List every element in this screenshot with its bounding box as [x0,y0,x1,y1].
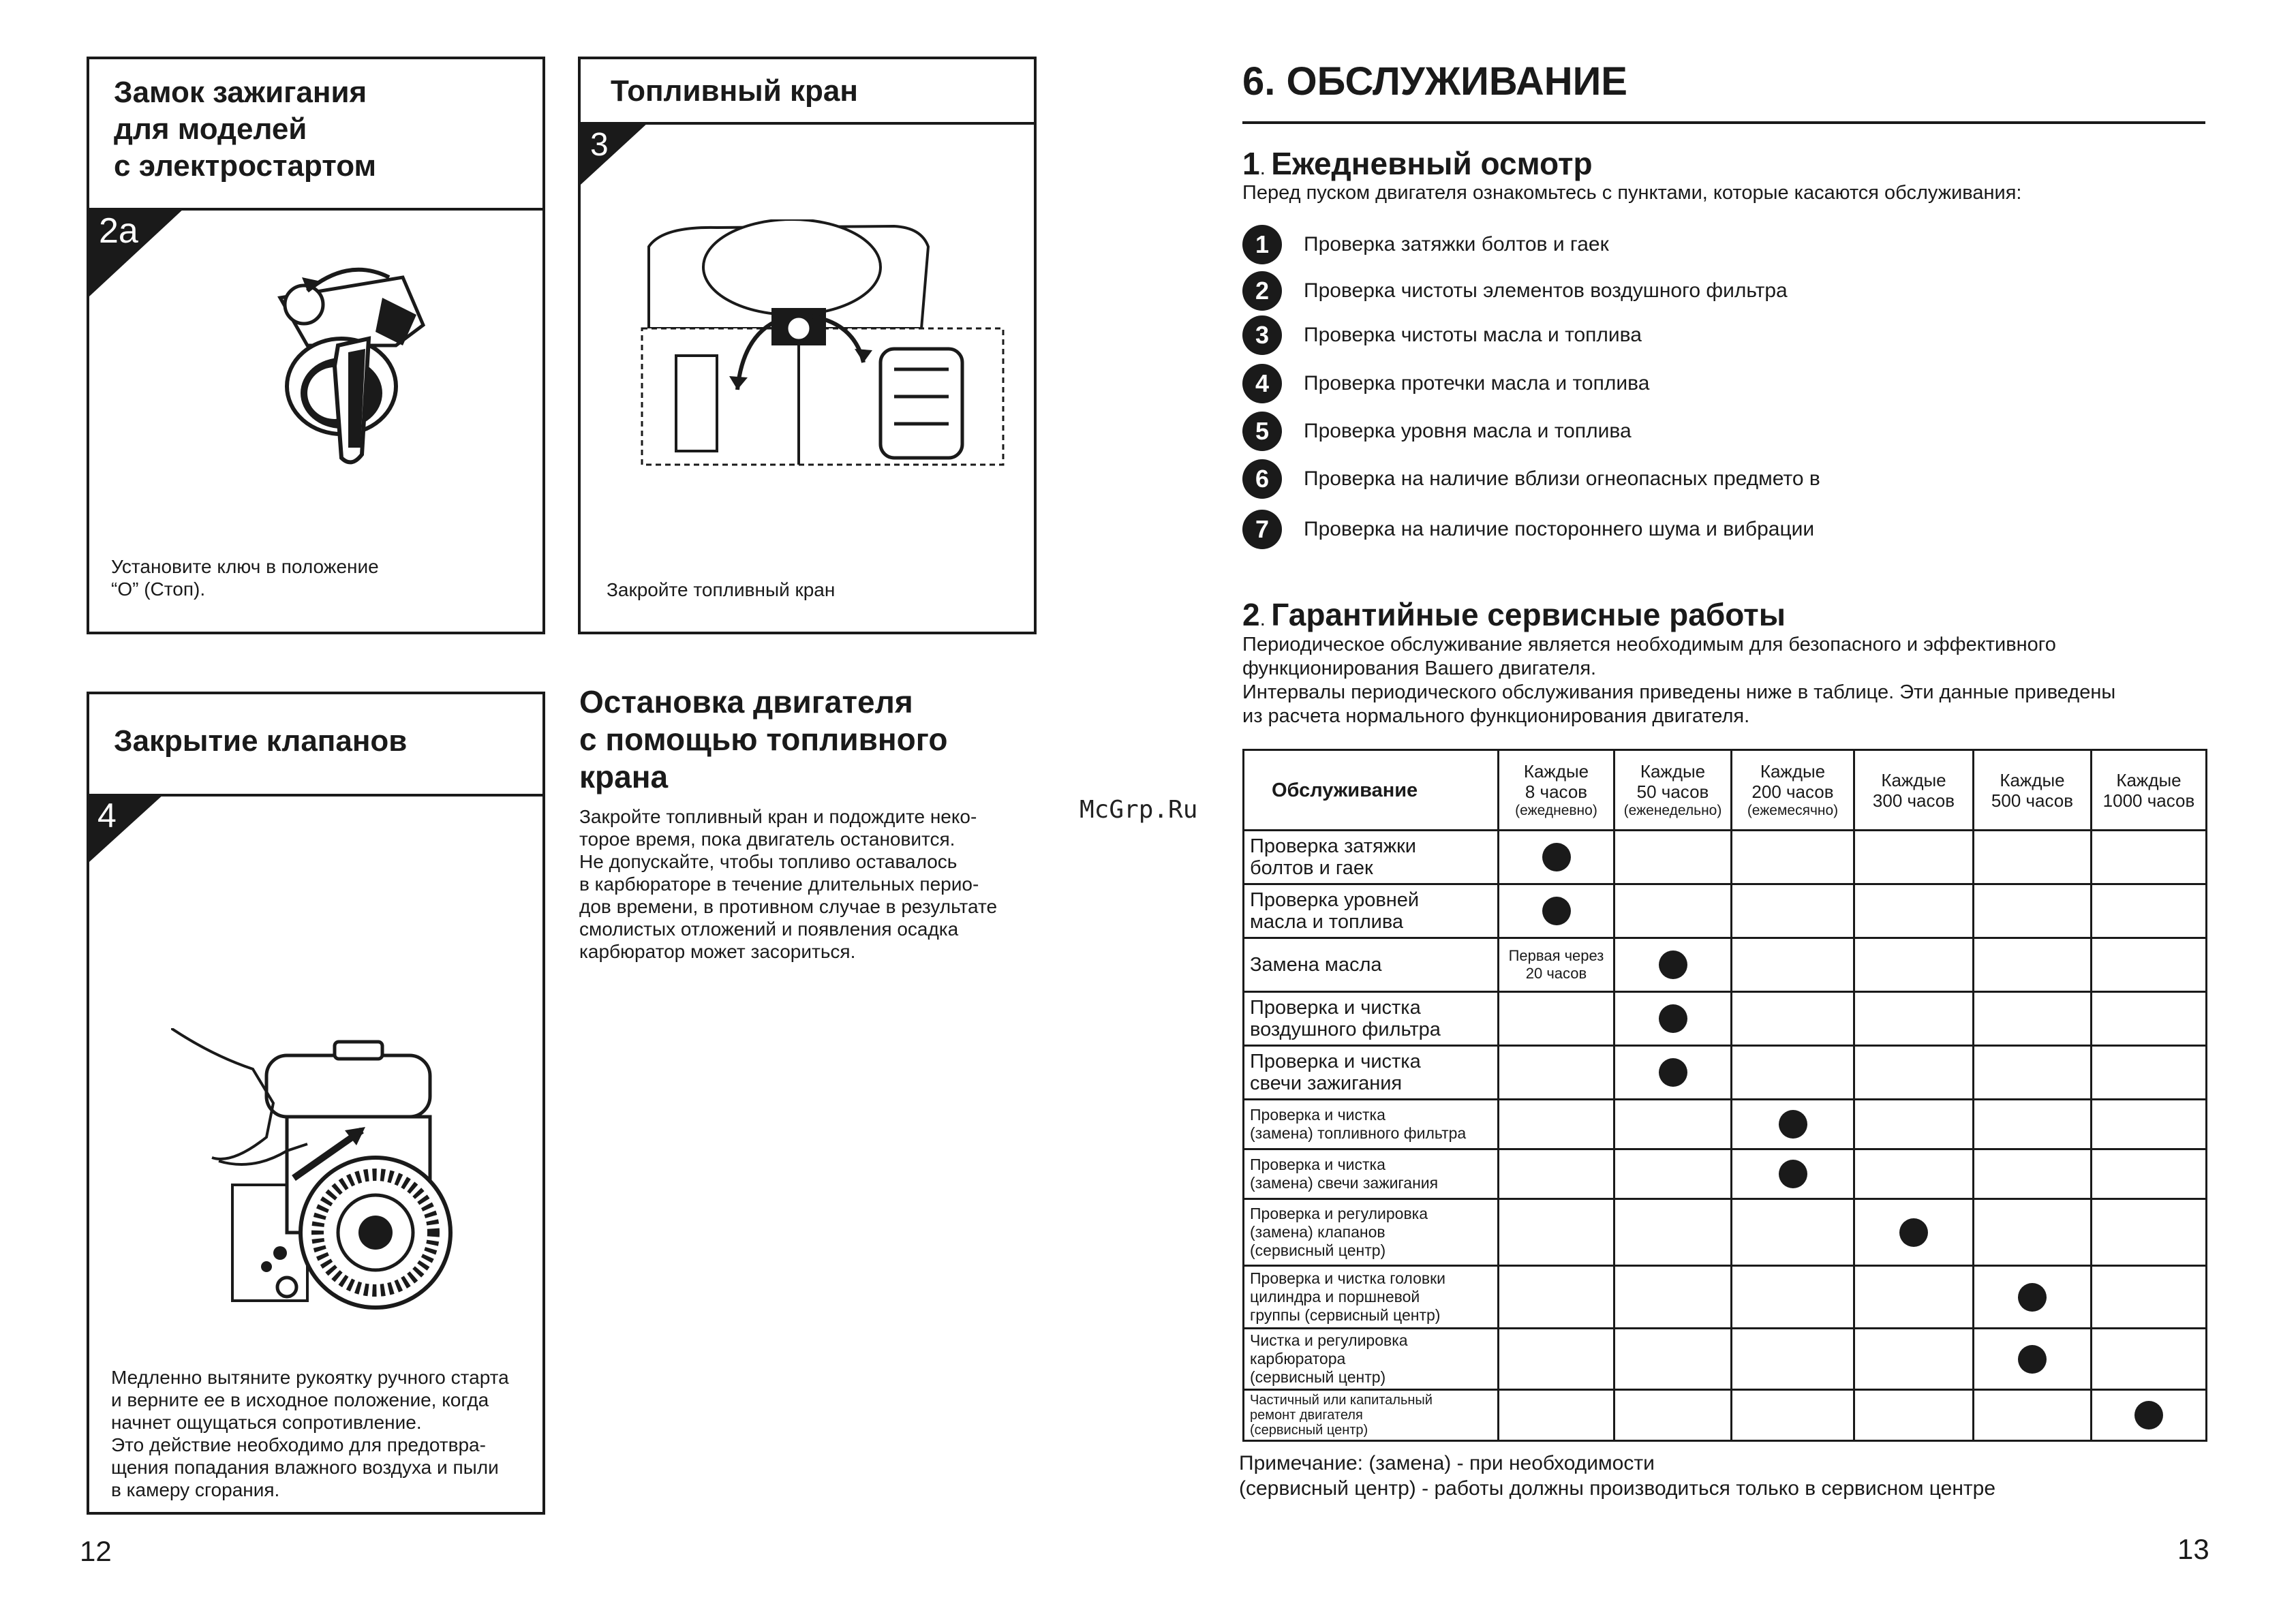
table-row [1244,1390,2207,1441]
cell-note: Первая через 20 часов [1508,947,1604,982]
checklist-text: Проверка на наличие вблизи огнеопасных предмето в [1304,467,1820,490]
checklist-text: Проверка чистоты элементов воздушного фильтра [1304,279,1788,302]
schedule-cell [1499,831,1614,884]
service-name: Чистка и регулировка карбюратора (сервисный центр) [1244,1329,1499,1390]
service-name: Проверка и чистка свечи зажигания [1244,1046,1499,1100]
schedule-cell [1614,1329,1732,1390]
schedule-cell [1854,1329,1974,1390]
filled-dot-icon [1659,1058,1687,1087]
schedule-cell [1732,1046,1854,1100]
schedule-cell [1732,1329,1854,1390]
schedule-cell [2092,1329,2207,1390]
checklist-text: Проверка затяжки болтов и гаек [1304,233,1609,256]
schedule-cell [2092,1149,2207,1199]
schedule-cell [1614,1046,1732,1100]
table-row [1244,1100,2207,1149]
table-row [1244,938,2207,992]
section-title: Гарантийные сервисные работы [1271,597,1786,632]
panel-title: Топливный кран [611,74,858,108]
schedule-cell [2092,1046,2207,1100]
schedule-cell [2092,1266,2207,1329]
checklist-item [1242,225,1609,264]
filled-dot-icon [1542,843,1571,871]
schedule-cell [1974,1046,2092,1100]
filled-dot-icon [2018,1345,2047,1374]
schedule-cell [1614,831,1732,884]
header-interval: Каждые 50 часов (еженедельно) [1614,750,1732,831]
schedule-cell [2092,938,2207,992]
schedule-cell [1499,884,1614,938]
header-interval: Каждые 1000 часов [2092,750,2207,831]
page-number: 12 [80,1535,112,1567]
header-interval: Каждые 500 часов [1974,750,2092,831]
table-row [1244,1329,2207,1390]
table-row [1244,1046,2207,1100]
title-rule [1242,121,2205,124]
schedule-cell [1974,1149,2092,1199]
schedule-cell [1854,1266,1974,1329]
schedule-cell [1854,1199,1974,1266]
schedule-cell [1499,1046,1614,1100]
schedule-cell [2092,1390,2207,1441]
service-name: Проверка и чистка головки цилиндра и поршневой группы (сервисный центр) [1244,1266,1499,1329]
schedule-cell [1614,1149,1732,1199]
schedule-cell [1499,1100,1614,1149]
panel-header [581,59,1034,125]
schedule-cell [2092,992,2207,1046]
checklist-text: Проверка уровня масла и топлива [1304,420,1632,442]
filled-dot-icon [1899,1218,1928,1247]
schedule-cell [1499,938,1614,992]
schedule-cell [1974,1329,2092,1390]
service-name: Проверка и регулировка (замена) клапанов (сервисный центр) [1244,1199,1499,1266]
schedule-cell [1499,1199,1614,1266]
table-row [1244,992,2207,1046]
daily-intro: Перед пуском двигателя ознакомьтесь с пунктами, которые касаются обслуживания: [1242,182,2022,204]
service-name: Частичный или капитальный ремонт двигателя (сервисный центр) [1244,1390,1499,1441]
number-badge: 6 [1242,459,1282,499]
filled-dot-icon [1659,950,1687,979]
service-name: Проверка и чистка воздушного фильтра [1244,992,1499,1046]
schedule-cell [1854,1390,1974,1441]
table-row [1244,1149,2207,1199]
service-name: Проверка уровней масла и топлива [1244,884,1499,938]
schedule-cell [1974,1266,2092,1329]
service-name: Проверка затяжки болтов и гаек [1244,831,1499,884]
schedule-cell [1499,1149,1614,1199]
panel-header [89,694,542,797]
panel-header [89,59,542,211]
panel-caption: Закройте топливный кран [607,579,836,600]
panel-ignition-lock [87,57,545,634]
step-number: 4 [97,797,117,835]
schedule-cell [1614,992,1732,1046]
schedule-cell [1732,1390,1854,1441]
checklist-item [1242,315,1642,355]
schedule-cell [1614,1199,1732,1266]
number-badge: 1 [1242,225,1282,264]
schedule-cell [2092,1199,2207,1266]
schedule-cell [1732,884,1854,938]
filled-dot-icon [1779,1160,1807,1188]
header-interval: Каждые 8 часов (ежедневно) [1499,750,1614,831]
schedule-cell [1974,884,2092,938]
schedule-cell [1499,992,1614,1046]
schedule-cell [2092,1100,2207,1149]
schedule-cell [1974,1199,2092,1266]
schedule-cell [1499,1266,1614,1329]
schedule-cell [1854,1149,1974,1199]
watermark: McGrp.Ru [1080,796,1198,824]
schedule-cell [1499,1329,1614,1390]
panel-caption: Медленно вытяните рукоятку ручного старта и верните ее в исходное положение, когда начнет ощущаться сопротивление. Это действие необходимо для предотвра- щения попадания влажного воздуха и пыли в камеру сгорания. [111,1367,509,1500]
service-name: Проверка и чистка (замена) свечи зажигания [1244,1149,1499,1199]
number-badge: 3 [1242,315,1282,355]
section-heading: 2. Гарантийные сервисные работы [1242,597,1786,632]
schedule-cell [1614,1266,1732,1329]
section-number: 1 [1242,146,1260,181]
maintenance-schedule-table [1242,749,2207,1442]
panel-title: Закрытие клапанов [114,724,408,758]
schedule-cell [1854,938,1974,992]
checklist-item [1242,510,1814,549]
schedule-cell [1732,992,1854,1046]
schedule-cell [1614,1100,1732,1149]
number-badge: 2 [1242,271,1282,311]
schedule-cell [1974,831,2092,884]
section-number: 2 [1242,597,1260,632]
ignition-key-illustration [266,250,430,509]
fuel-valve-illustration [635,219,1017,472]
checklist-item [1242,271,1788,311]
number-badge: 4 [1242,364,1282,403]
panel-fuel-valve [578,57,1037,634]
page-number: 13 [2177,1533,2209,1565]
section-heading: 1. Ежедневный осмотр [1242,146,1593,181]
schedule-cell [2092,884,2207,938]
section-title: Ежедневный осмотр [1271,146,1593,181]
warranty-text: Периодическое обслуживание является необходимым для безопасного и эффективного функционирования Вашего двигателя. Интервалы периодического обслуживания приведены ниже в таблице. Эти данные приведены из расчета нормального функционирования двигателя. [1242,634,2116,727]
schedule-cell [1614,884,1732,938]
schedule-cell [1614,938,1732,992]
schedule-cell [1854,1046,1974,1100]
schedule-cell [1854,1100,1974,1149]
number-badge: 5 [1242,412,1282,451]
filled-dot-icon [1779,1110,1807,1139]
schedule-cell [1732,831,1854,884]
schedule-cell [2092,831,2207,884]
schedule-cell [1732,1266,1854,1329]
schedule-cell [1732,1100,1854,1149]
schedule-cell [1974,992,2092,1046]
table-note: (сервисный центр) - работы должны производиться только в сервисном центре [1239,1477,1995,1500]
filled-dot-icon [1659,1004,1687,1033]
checklist-item [1242,412,1632,451]
table-row [1244,1199,2207,1266]
panel-caption: Установите ключ в положение “О” (Стоп). [111,556,379,600]
schedule-cell [1854,884,1974,938]
schedule-cell [1974,938,2092,992]
header-service: Обслуживание [1244,750,1499,831]
checklist-item [1242,459,1820,499]
page-title: 6. ОБСЛУЖИВАНИЕ [1242,59,1627,104]
table-note: Примечание: (замена) - при необходимости [1239,1452,1655,1474]
table-header-row [1244,750,2207,831]
table-row [1244,831,2207,884]
recoil-starter-illustration [171,1028,471,1314]
panel-close-valves [87,692,545,1515]
table-row [1244,884,2207,938]
section-title: Остановка двигателя с помощью топливного крана [579,684,948,794]
checklist-text: Проверка протечки масла и топлива [1304,372,1650,395]
schedule-cell [1732,1149,1854,1199]
number-badge: 7 [1242,510,1282,549]
table-row [1244,1266,2207,1329]
checklist-text: Проверка на наличие постороннего шума и вибрации [1304,518,1815,540]
schedule-cell [1614,1390,1732,1441]
step-number: 2a [99,211,138,251]
step-number: 3 [590,127,609,163]
filled-dot-icon [1542,897,1571,925]
schedule-cell [1499,1390,1614,1441]
schedule-cell [1732,1199,1854,1266]
service-name: Проверка и чистка (замена) топливного фильтра [1244,1100,1499,1149]
service-name: Замена масла [1244,938,1499,992]
schedule-cell [1974,1390,2092,1441]
schedule-cell [1854,992,1974,1046]
schedule-cell [1974,1100,2092,1149]
schedule-cell [1732,938,1854,992]
filled-dot-icon [2134,1401,2163,1429]
header-interval: Каждые 200 часов (ежемесячно) [1732,750,1854,831]
filled-dot-icon [2018,1283,2047,1312]
checklist-item [1242,364,1649,403]
section-text: Закройте топливный кран и подождите неко- торое время, пока двигатель остановится. Не допускайте, чтобы топливо оставалось в карбюраторе в течение длительных перио- дов времени, в противном случае в результате смолистых отложений и появления осадка карбюратор может засориться. [579,806,998,962]
panel-title: Замок зажигания для моделей с электростартом [114,76,377,183]
header-interval: Каждые 300 часов [1854,750,1974,831]
schedule-cell [1854,831,1974,884]
checklist-text: Проверка чистоты масла и топлива [1304,324,1642,346]
